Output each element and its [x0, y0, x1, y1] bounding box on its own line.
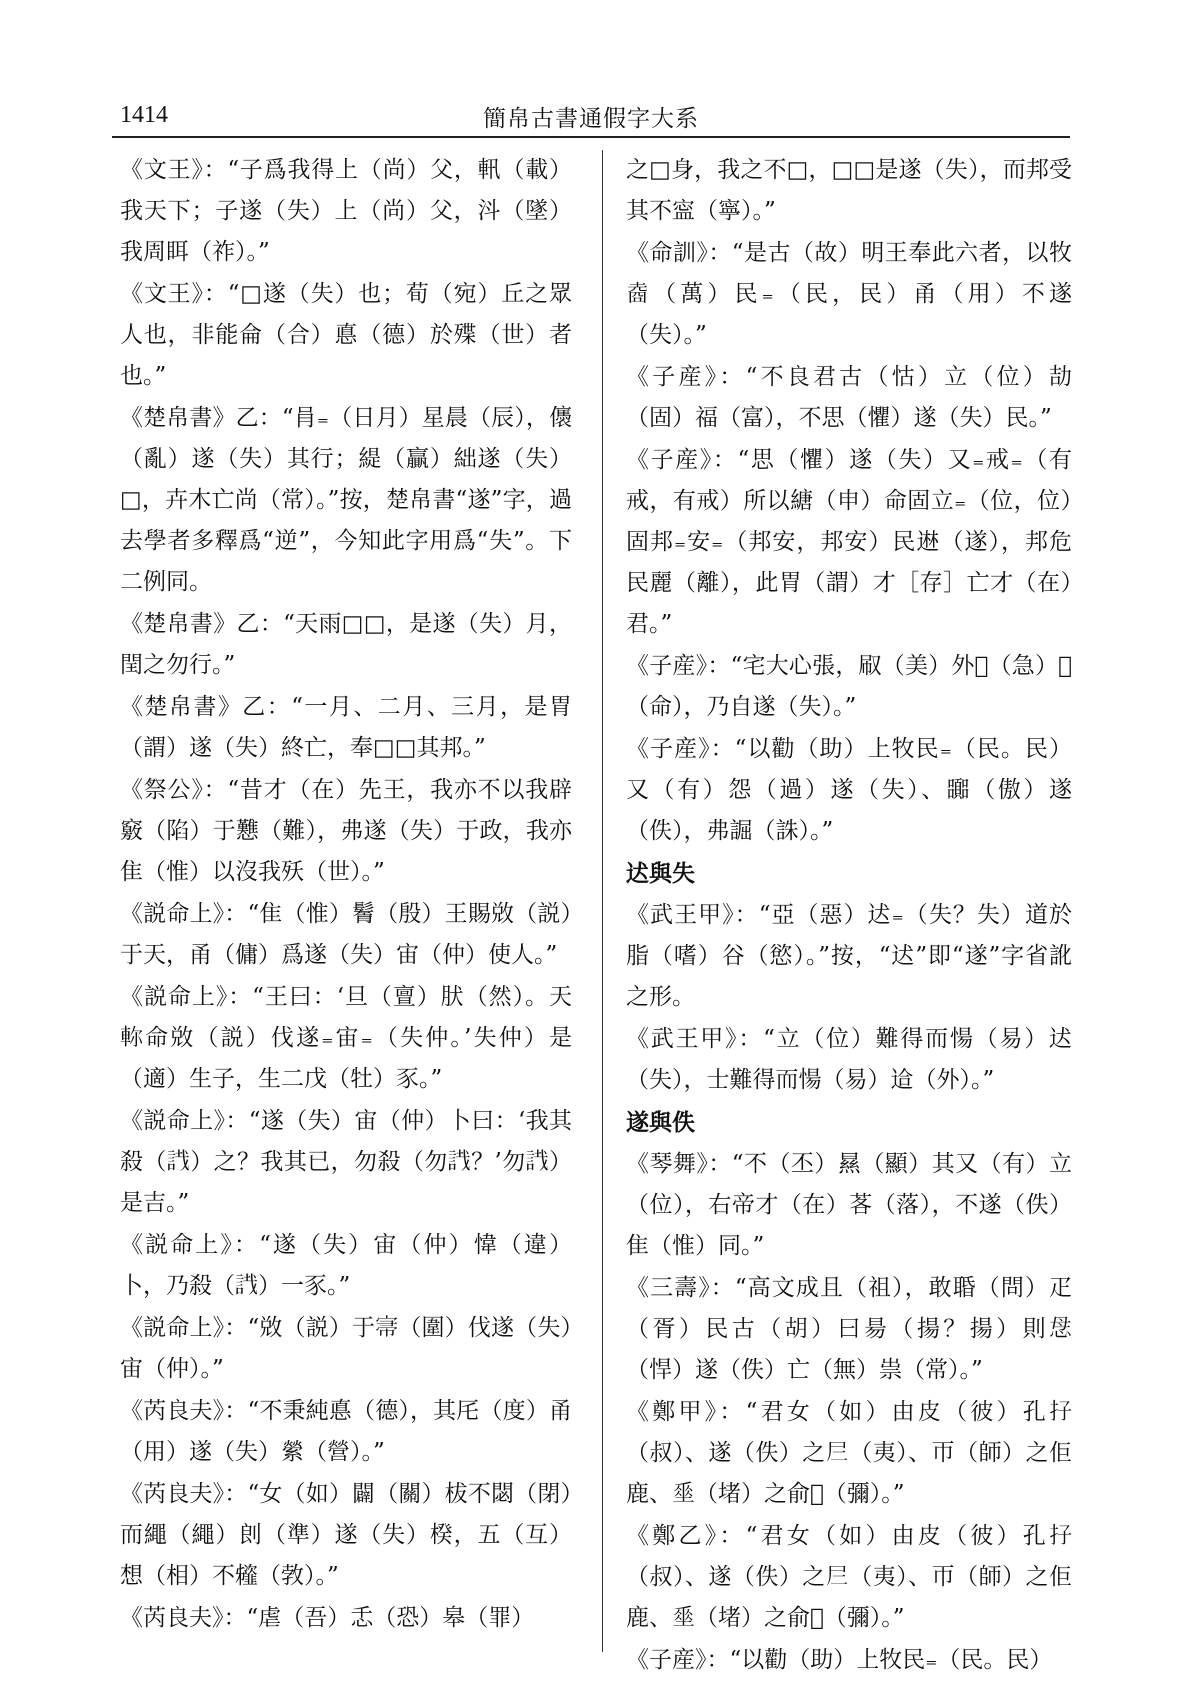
entry-paragraph: 《楚帛書》乙：“天雨□□，是遂（失）月，閏之勿行。” — [120, 611, 572, 678]
left-column — [120, 150, 572, 1640]
entry-paragraph: 《琴舞》：“不（丕）㬎（顯）其又（有）立（位），右帝才（在）茖（落），不遂（佚）隹（惟）同。” — [626, 1151, 1072, 1259]
entry-paragraph: 《命訓》：“是古（故）明王奉此六者，以牧𡍬（萬）民₌（民，民）甬（用）不遂（失）。” — [626, 240, 1072, 348]
entry-paragraph: 《子産》：“以勸（助）上牧民₌（民。民）又（有）怨（過）遂（失）、嚻（傲）遂（佚），弗誳（誅）。” — [626, 736, 1072, 844]
entry-paragraph: 《鄭甲》：“君女（如）由皮（彼）孔𡥅（叔）、遂（佚）之𡰥（夷）、帀（師）之佢鹿、𡍮（堵）之俞𤦑（彌）。” — [626, 1399, 1072, 1507]
section-heading: 遂與佚 — [626, 1109, 695, 1136]
entry-paragraph: 《説命上》：“隹（惟）鬌（殷）王賜敚（説）于天，甬（傭）爲遂（失）宙（仲）使人。” — [120, 901, 572, 968]
page-number: 1414 — [120, 102, 168, 128]
entry-paragraph: 《説命上》：“敚（説）于𡨦（圍）伐遂（失）宙（仲）。” — [120, 1315, 572, 1382]
entry-paragraph: 《説命上》：“王曰：‘旦（亶）肰（然）。天𨋎命敚（説）伐遂₌宙₌（失仲。’失仲）是（適）生子，生二戊（牡）豕。” — [120, 984, 572, 1092]
entry-paragraph: 《子産》：“以勸（助）上牧民₌（民。民） — [626, 1647, 1053, 1673]
book-title: 簡帛古書通假字大系 — [483, 106, 699, 132]
entry-paragraph: 《子産》：“思（懼）遂（失）又₌戒₌（有戒，有戒）所以䌅（申）命固立₌（位，位）固邦₌安₌（邦安，邦安）民䢞（遂），邦危民麗（離），此胃（謂）才［存］亡才（在）君。” — [626, 447, 1072, 637]
entry-paragraph: 《文王》：“□遂（失）也；荀（宛）丘之眾人也，非能侖（合）悳（德）於殜（世）者也。” — [120, 281, 572, 389]
entry-paragraph: 之□身，我之不□，□□是遂（失），而邦受其不寍（寧）。” — [626, 157, 1072, 224]
entry-paragraph: 《武王甲》：“立（位）難得而愓（易）迖（失），士難得而愓（易）䢔（外）。” — [626, 1026, 1072, 1093]
entry-paragraph: 《祭公》：“昔才（在）先王，我亦不以我辟竅（陷）于戁（難），弗遂（失）于政，我亦隹（惟）以沒我殀（世）。” — [120, 777, 572, 885]
entry-paragraph: 《子産》：“宅大心張，㕞（美）外𢘾（急）𧥀（命），乃自遂（失）。” — [626, 653, 1072, 720]
entry-paragraph: 《芮良夫》：“女（如）闢（關）柭不閟（閉）而繩（繩）剆（準）遂（失）楑，五（互）想（相）不䪢（㪍）。” — [120, 1481, 572, 1589]
entry-paragraph: 《芮良夫》：“不秉純悳（德），其厇（度）甬（用）遂（失）縈（營）。” — [120, 1398, 572, 1465]
entry-paragraph: 《鄭乙》：“君女（如）由皮（彼）孔𡥅（叔）、遂（佚）之𡰥（夷）、帀（師）之佢鹿、𡍮（堵）之俞𤦑（彌）。” — [626, 1523, 1072, 1631]
entry-paragraph: 《文王》：“子爲我得上（尚）父，軐（載）我天下；子遂（失）上（尚）父，㳆（墜）我周眲（祚）。” — [120, 157, 572, 265]
entry-paragraph: 《楚帛書》乙：“肙₌（日月）星晨（辰），㒟（亂）遂（失）其行；緹（贏）絀遂（失）□，卉木亡尚（常）。”按，楚帛書“遂”字，過去學者多釋爲“逆”，今知此字用爲“失”。下二例同。 — [120, 405, 572, 595]
right-column — [626, 150, 1072, 1682]
entry-paragraph: 《説命上》：“遂（失）宙（仲）愇（違）卜，乃殺（𧧟）一豕。” — [120, 1232, 572, 1299]
entry-paragraph: 《武王甲》：“亞（惡）迖₌（失？失）道於脂（嗜）谷（慾）。”按，“迖”即“遂”字省訛之形。 — [626, 902, 1072, 1010]
entry-paragraph: 《説命上》：“遂（失）宙（仲）卜曰：‘我其殺（𧧟）之？我其已，勿殺（勿𧧟？’勿𧧟）是吉。” — [120, 1108, 572, 1216]
entry-paragraph: 《子産》：“不良君古（怙）立（位）劼（固）福（富），不思（懼）遂（失）民。” — [626, 364, 1072, 431]
entry-paragraph: 《芮良夫》：“虐（吾）忎（恐）皋（罪） — [120, 1605, 535, 1631]
page-header — [112, 98, 1070, 138]
section-heading: 迖與失 — [626, 860, 695, 887]
entry-paragraph: 《三壽》：“高文成且（祖），敢䎽（問）疋（胥）民古（胡）曰昜（揚？揚）則𢘓（悍）遂（佚）亡（無）祟（常）。” — [626, 1275, 1072, 1383]
column-divider — [602, 150, 603, 1652]
entry-paragraph: 《楚帛書》乙：“一月、二月、三月，是胃（謂）遂（失）終亡，奉□□其邦。” — [120, 694, 572, 761]
